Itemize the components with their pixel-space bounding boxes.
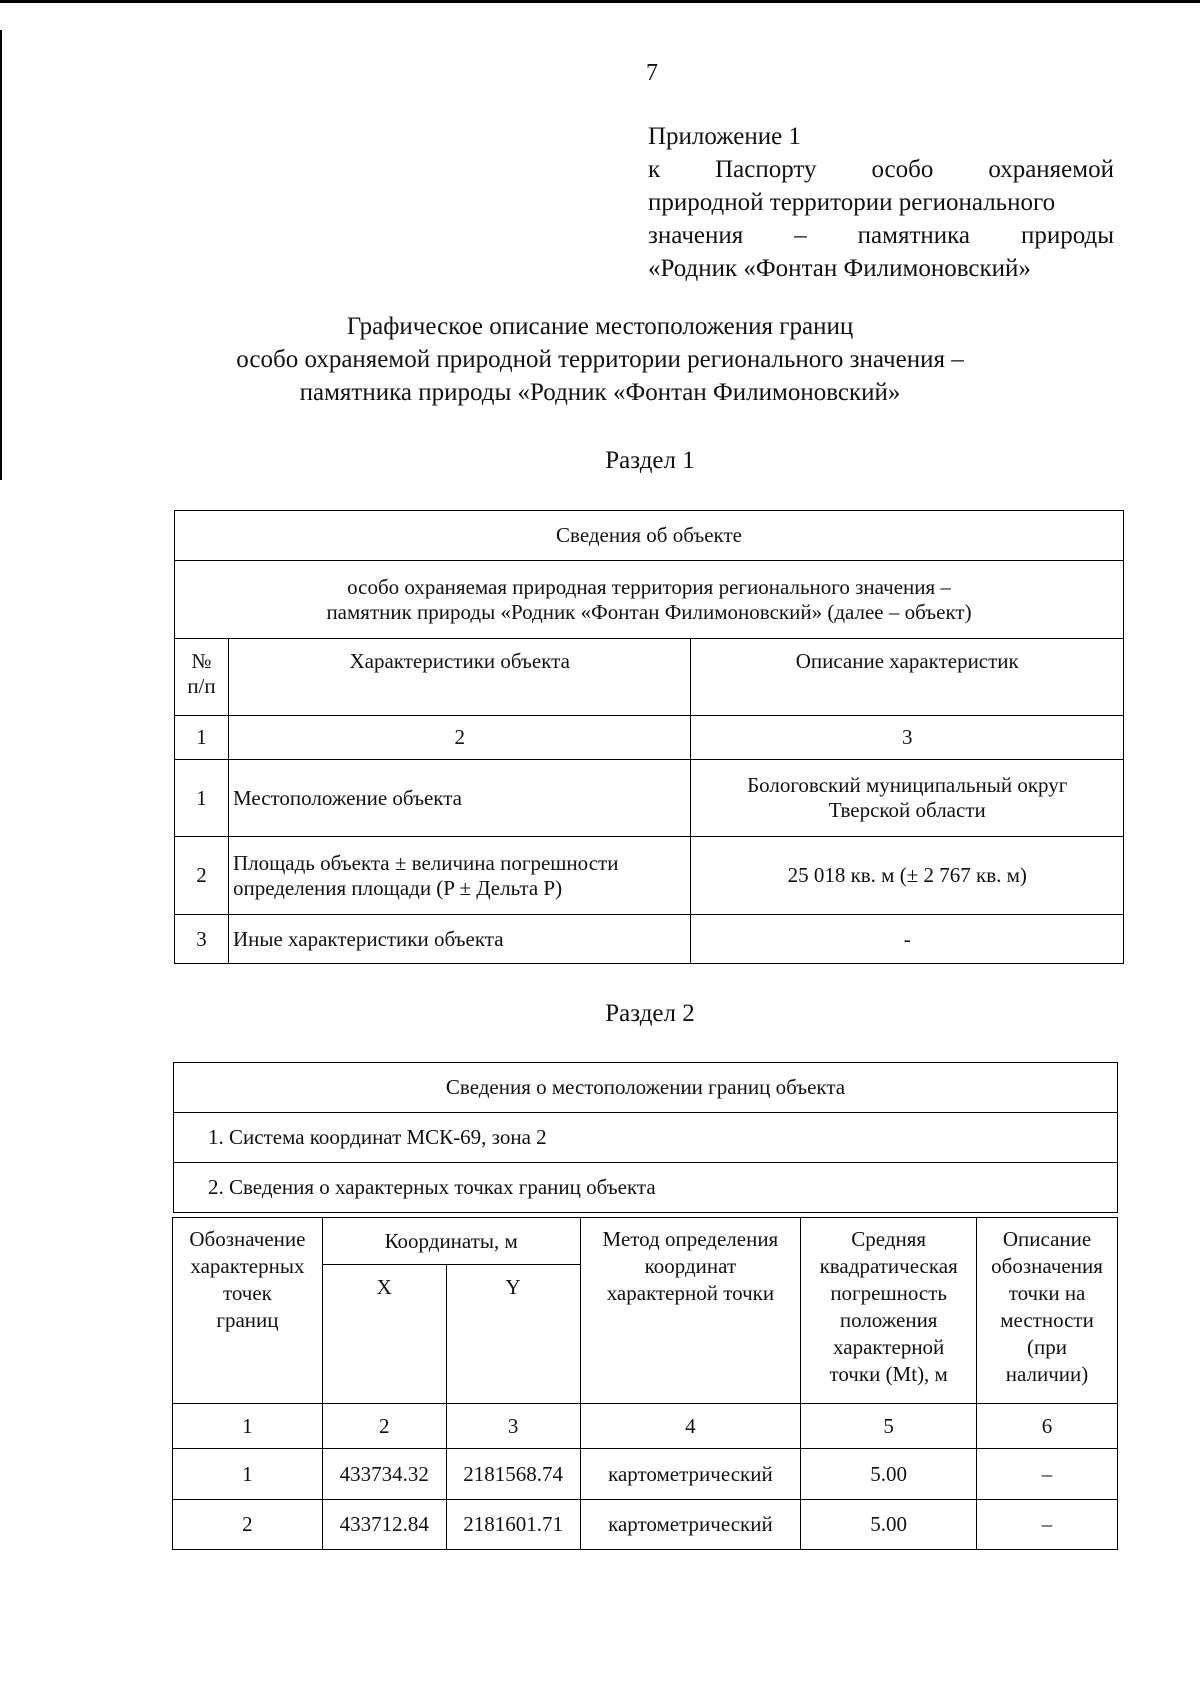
col-header-designation: Обозначение характерных точек границ: [173, 1218, 323, 1404]
index-cell: 3: [691, 716, 1124, 760]
col-header-error: Средняя квадратическая погрешность положения характерной точки (Mt), м: [801, 1218, 977, 1404]
appendix-title: Приложение 1: [648, 123, 801, 150]
boundary-info-header-table: [173, 1062, 1118, 1213]
table-row: 1 433734.32 2181568.74 картометрический 5.00 –: [173, 1449, 1118, 1500]
col-header-method: Метод определения координат характерной точки: [580, 1218, 801, 1404]
object-info-table: [174, 510, 1124, 964]
table-row: 1 Местоположение объекта Бологовский муниципальный округ Тверской области: [175, 760, 1124, 837]
document-title: Графическое описание местоположения границ особо охраняемой природной территории регионального значения – памятника природы «Родник «Фонтан Филимоновский»: [236, 313, 964, 406]
boundary-info-heading: Сведения о местоположении границ объекта: [174, 1063, 1118, 1113]
appendix-line-5: «Родник «Фонтан Филимоновский»: [648, 255, 1031, 282]
index-cell: 3: [446, 1404, 580, 1449]
section-1-title: Раздел 1: [605, 447, 695, 474]
object-name: особо охраняемая природная территория регионального значения – памятник природы «Родник «Фонтан Филимоновский» (далее – объект): [175, 561, 1124, 639]
object-info-heading: Сведения об объекте: [175, 511, 1124, 561]
appendix-line-4: значения – памятника природы: [648, 222, 1114, 249]
index-cell: 6: [977, 1404, 1118, 1449]
col-header-coordinates: Координаты, м: [322, 1218, 580, 1265]
col-header-num: № п/п: [175, 639, 229, 716]
points-heading: 2. Сведения о характерных точках границ объекта: [174, 1163, 1118, 1213]
section-2-title: Раздел 2: [605, 1000, 695, 1027]
index-cell: 1: [173, 1404, 323, 1449]
index-cell: 1: [175, 716, 229, 760]
col-header-y: Y: [446, 1265, 580, 1404]
index-cell: 5: [801, 1404, 977, 1449]
scan-top-edge: [0, 0, 1200, 3]
index-cell: 2: [322, 1404, 446, 1449]
table-row: 2 Площадь объекта ± величина погрешности определения площади (P ± Дельта P) 25 018 кв. м (± 2 767 кв. м): [175, 837, 1124, 915]
boundary-points-table: [172, 1217, 1118, 1550]
appendix-line-2: к Паспорту особо охраняемой: [648, 156, 1114, 183]
coordinate-system: 1. Система координат МСК-69, зона 2: [174, 1113, 1118, 1163]
index-cell: 2: [228, 716, 691, 760]
col-header-characteristics: Характеристики объекта: [228, 639, 691, 716]
index-cell: 4: [580, 1404, 801, 1449]
table-row: 3 Иные характеристики объекта -: [175, 915, 1124, 964]
col-header-description: Описание характеристик: [691, 639, 1124, 716]
appendix-block: [648, 120, 1114, 285]
col-header-x: X: [322, 1265, 446, 1404]
col-header-terrain: Описание обозначения точки на местности (при наличии): [977, 1218, 1118, 1404]
table-row: 2 433712.84 2181601.71 картометрический 5.00 –: [173, 1500, 1118, 1550]
page-number: 7: [646, 60, 658, 86]
appendix-line-3: природной территории регионального: [648, 189, 1056, 216]
scan-left-edge: [0, 30, 2, 480]
